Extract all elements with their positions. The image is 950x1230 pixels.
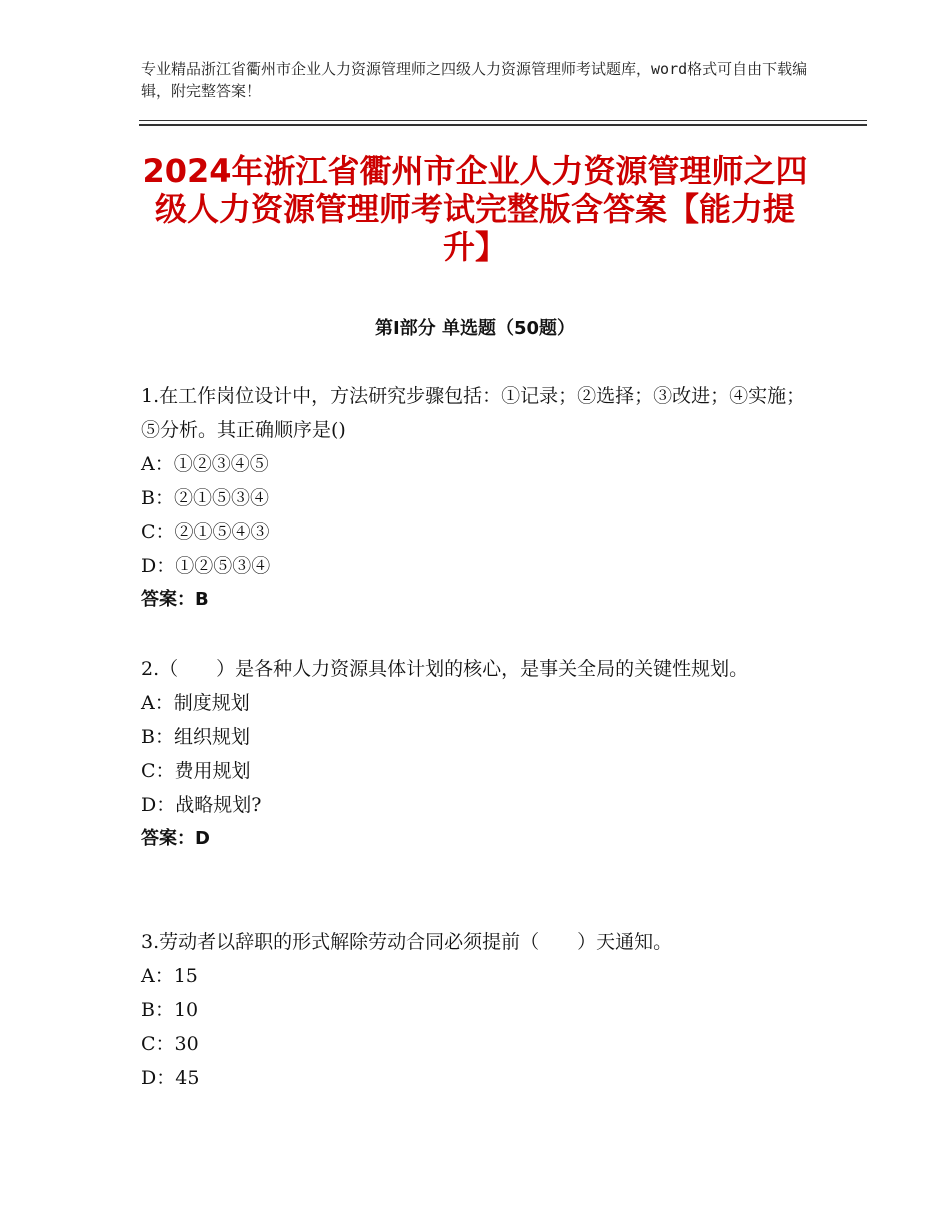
question-2	[141, 652, 811, 856]
option-b: B：组织规划	[141, 726, 250, 748]
header-divider-thin	[139, 120, 867, 121]
question-stem: 3.劳动者以辞职的形式解除劳动合同必须提前（ ）天通知。	[141, 931, 673, 953]
option-d: D：45	[141, 1067, 200, 1089]
option-c: C：②①⑤④③	[141, 521, 270, 543]
header-divider-thick	[139, 124, 867, 126]
option-d: D：①②⑤③④	[141, 555, 271, 577]
answer: 答案：B	[141, 589, 209, 610]
option-d: D：战略规划?	[141, 794, 262, 816]
answer: 答案：D	[141, 828, 210, 849]
option-b: B：10	[141, 999, 199, 1021]
option-c: C：30	[141, 1033, 199, 1055]
option-a: A：制度规划	[141, 692, 250, 714]
question-stem: 1.在工作岗位设计中，方法研究步骤包括：①记录；②选择；③改进；④实施；⑤分析。其正确顺序是()	[141, 385, 806, 441]
question-stem: 2.（ ）是各种人力资源具体计划的核心，是事关全局的关键性规划。	[141, 658, 749, 680]
section-title: 第Ⅰ部分 单选题（50题）	[374, 318, 575, 339]
option-b: B：②①⑤③④	[141, 487, 269, 509]
header-note: 专业精品浙江省衢州市企业人力资源管理师之四级人力资源管理师考试题库，word格式可自由下载编辑，附完整答案！	[141, 60, 808, 100]
option-a: A：①②③④⑤	[141, 453, 269, 475]
question-3	[141, 925, 811, 1095]
option-a: A：15	[141, 965, 198, 987]
question-1	[141, 379, 811, 617]
option-c: C：费用规划	[141, 760, 251, 782]
document-title: 2024年浙江省衢州市企业人力资源管理师之四级人力资源管理师考试完整版含答案【能力提升】	[142, 152, 808, 266]
